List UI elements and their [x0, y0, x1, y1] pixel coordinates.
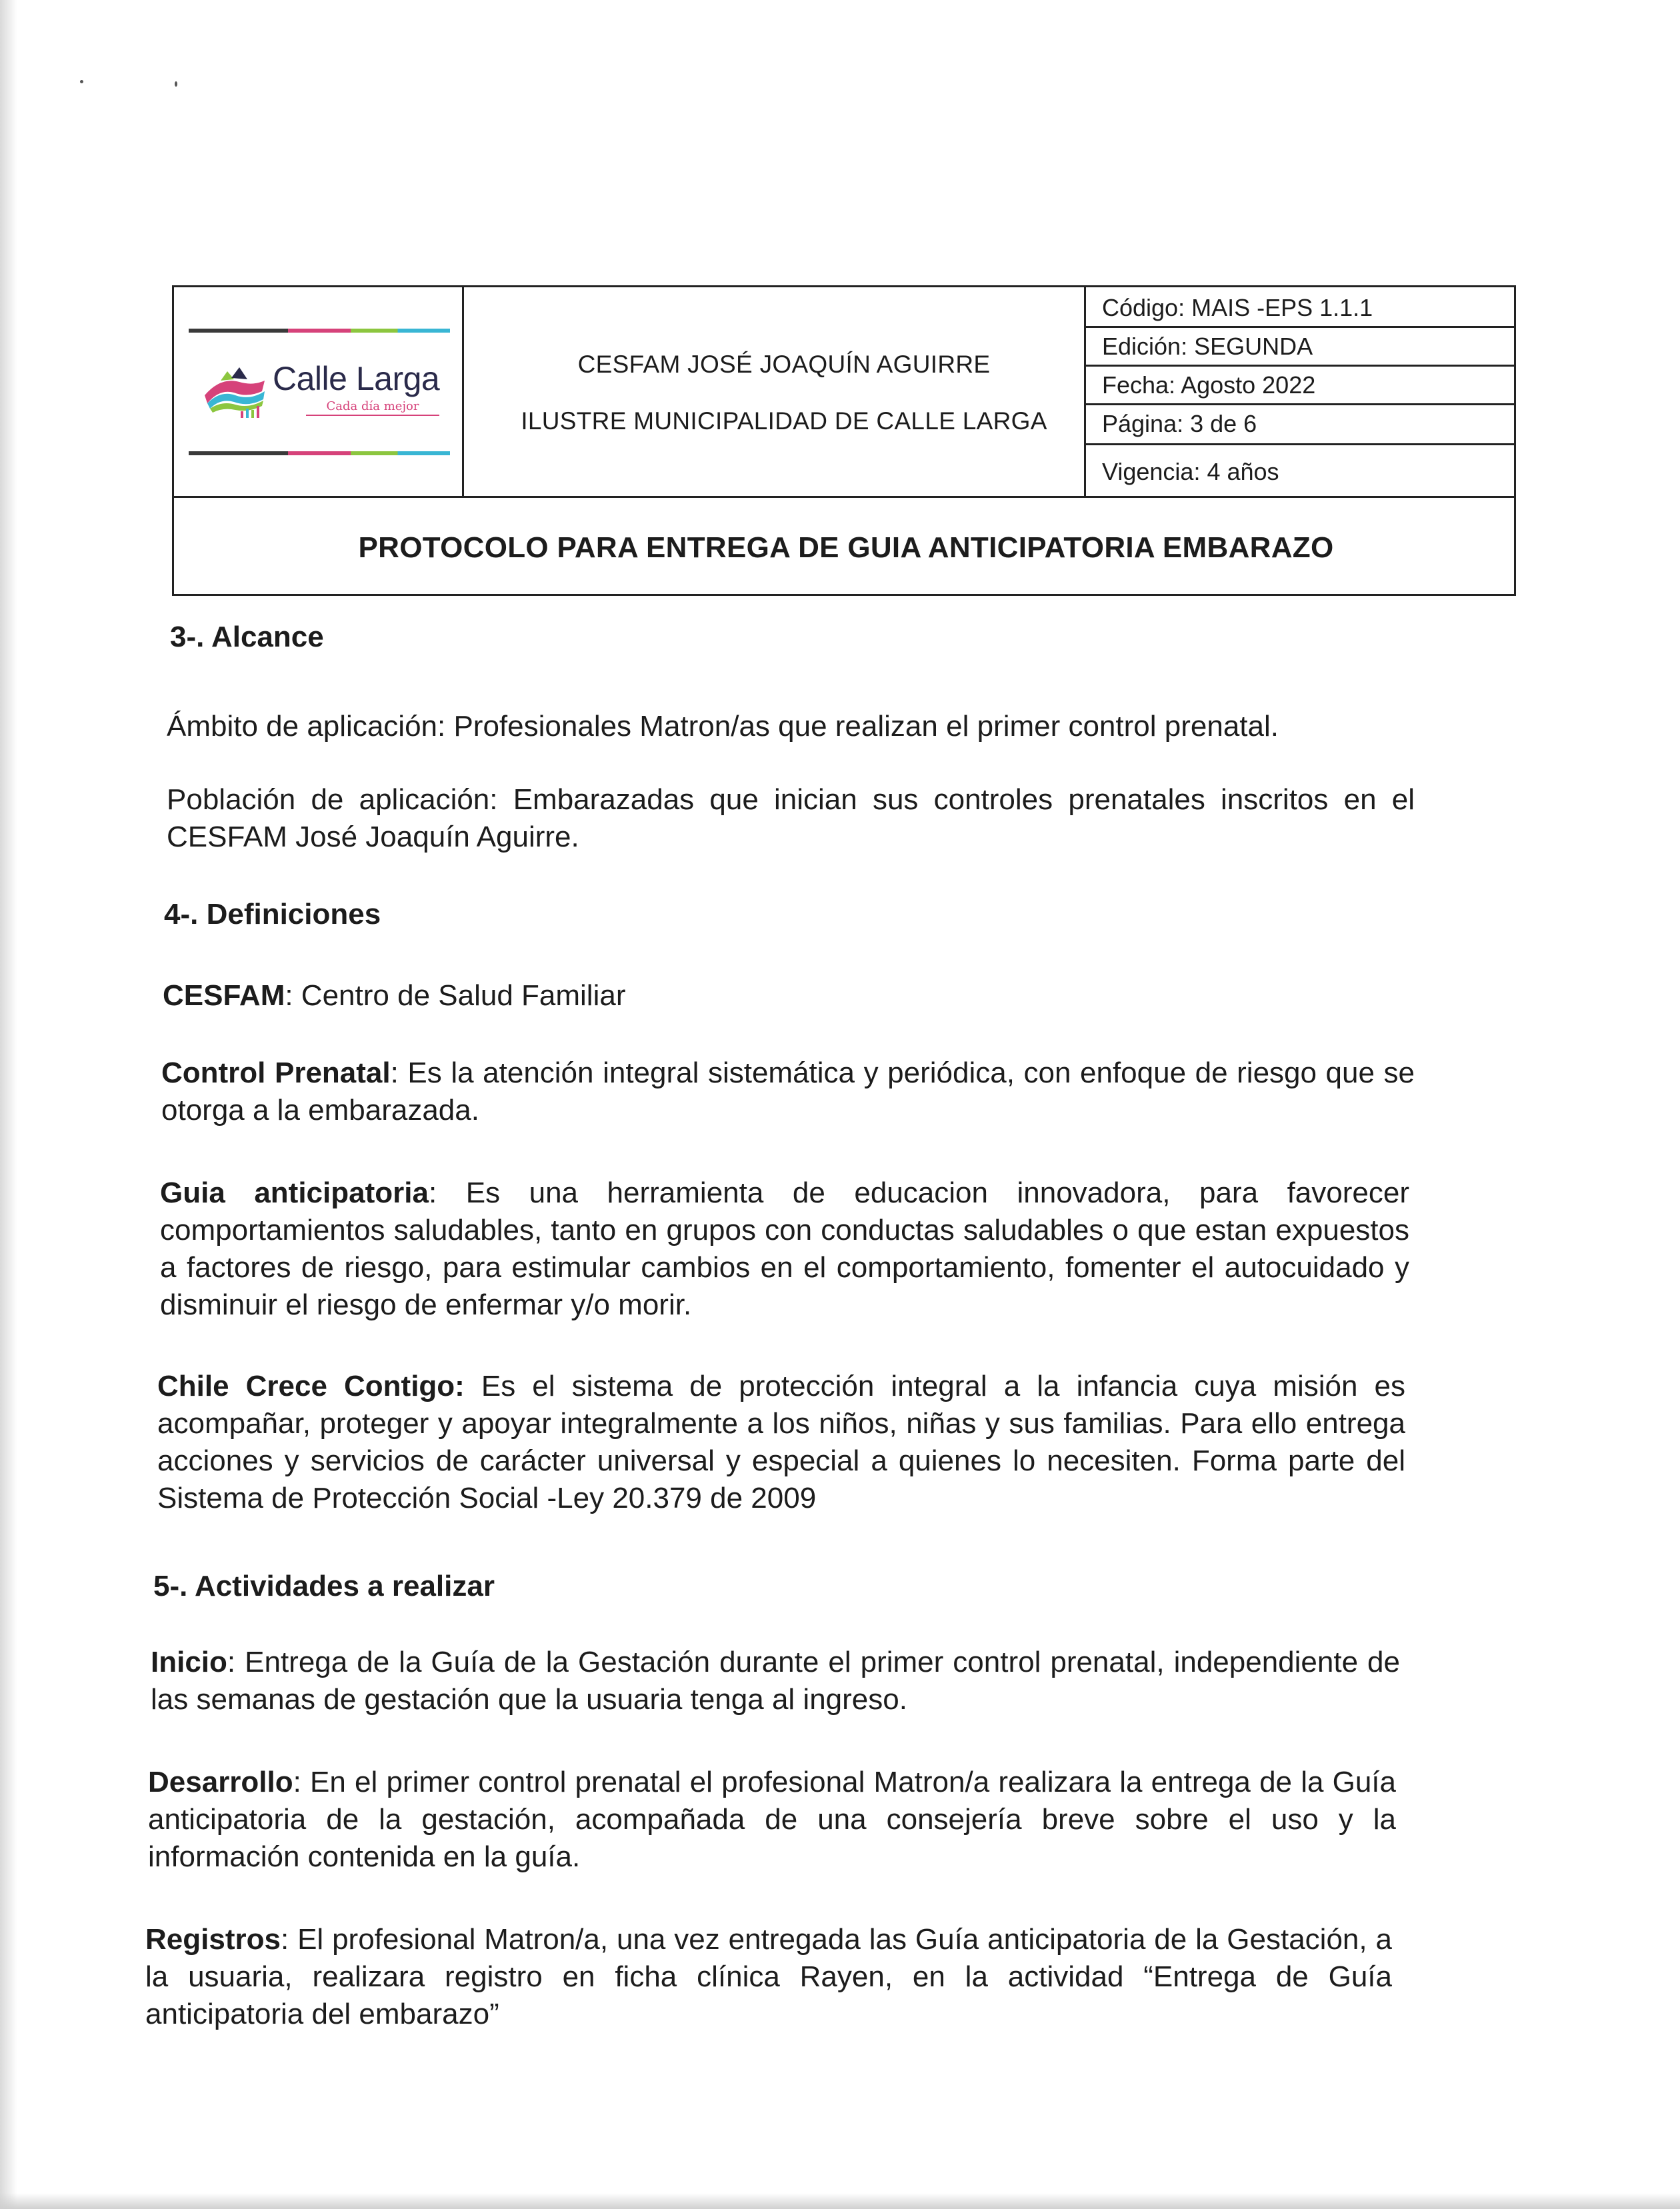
activity-desarrollo	[148, 1764, 1396, 1876]
activity-text: : El profesional Matron/a, una vez entregada las Guía anticipatoria de la Gestación, a la usuaria, realizara registro en ficha clínica Rayen, en la actividad “Entrega de Guía anticipatoria del embarazo”	[145, 1923, 1392, 2030]
institution-cell	[464, 287, 1104, 498]
section-heading-alcance: 3-. Alcance	[170, 621, 324, 653]
definition-term: Control Prenatal	[161, 1057, 391, 1089]
definition-text: : Es la atención integral sistemática y periódica, con enfoque de riesgo que se otorga a la embarazada.	[161, 1057, 1415, 1126]
definition-term: Guia anticipatoria	[160, 1176, 429, 1209]
logo-tagline: Cada día mejor	[306, 399, 439, 416]
definition-guia-anticipatoria	[160, 1174, 1409, 1324]
definition-cesfam	[163, 977, 1416, 1015]
document-header-table	[172, 285, 1516, 596]
definition-text: : Es una herramienta de educacion innovadora, para favorecer comportamientos saludables, tanto en grupos con conductas saludables o que estan expuestos a factores de riesgo, para estimular cambios en el comportamiento, fomenter el autocuidado y disminuir el riesgo de enfermar y/o morir.	[160, 1176, 1409, 1321]
logo-color-bar	[189, 329, 450, 333]
calle-larga-logo-icon	[201, 362, 274, 418]
definition-control-prenatal	[161, 1055, 1415, 1129]
definition-term: CESFAM	[163, 979, 285, 1012]
meta-fecha: Fecha: Agosto 2022	[1102, 371, 1316, 399]
activity-term: Desarrollo	[148, 1766, 293, 1798]
scan-edge-shadow	[0, 0, 17, 2209]
scan-speck	[80, 80, 83, 83]
activity-term: Registros	[145, 1923, 281, 1956]
scan-bottom-shadow	[0, 2193, 1680, 2209]
meta-edicion: Edición: SEGUNDA	[1102, 333, 1313, 360]
section-heading-definiciones: 4-. Definiciones	[164, 898, 381, 931]
document-meta-cell	[1086, 287, 1518, 498]
logo-color-bar	[189, 451, 450, 455]
activity-inicio	[151, 1644, 1400, 1718]
institution-name: CESFAM JOSÉ JOAQUÍN AGUIRRE	[577, 351, 991, 378]
definition-text: : Centro de Salud Familiar	[285, 979, 626, 1012]
activity-text: : En el primer control prenatal el profesional Matron/a realizara la entrega de la Guía anticipatoria de la gestación, acompañada de una consejería breve sobre el uso y la información contenida en la guía.	[148, 1766, 1396, 1873]
definition-chile-crece-contigo	[157, 1368, 1405, 1517]
paragraph-poblacion: Población de aplicación: Embarazadas que inician sus controles prenatales inscritos en el CESFAM José Joaquín Aguirre.	[167, 783, 1415, 853]
scan-speck	[175, 81, 177, 87]
document-title: PROTOCOLO PARA ENTREGA DE GUIA ANTICIPATORIA EMBARAZO	[358, 531, 1334, 564]
definition-term: Chile Crece Contigo:	[157, 1370, 465, 1402]
section-heading-actividades: 5-. Actividades a realizar	[153, 1570, 495, 1602]
logo-cell	[174, 287, 464, 498]
definition-text: Es el sistema de protección integral a la infancia cuya misión es acompañar, proteger y apoyar integralmente a los niños, niñas y sus familias. Para ello entrega acciones y servicios de carácter universal y especial a quienes lo necesiten. Forma parte del Sistema de Protección Social -Ley 20.379 de 2009	[157, 1370, 1405, 1514]
activity-registros	[145, 1921, 1392, 2033]
paragraph-ambito: Ámbito de aplicación: Profesionales Matron/as que realizan el primer control prenatal.	[167, 710, 1279, 743]
logo-name: Calle Larga	[273, 360, 440, 397]
meta-codigo: Código: MAIS -EPS 1.1.1	[1102, 294, 1373, 321]
meta-vigencia: Vigencia: 4 años	[1102, 458, 1279, 485]
activity-text: : Entrega de la Guía de la Gestación durante el primer control prenatal, independiente de las semanas de gestación que la usuaria tenga al ingreso.	[151, 1646, 1400, 1716]
activity-term: Inicio	[151, 1646, 227, 1678]
meta-pagina: Página: 3 de 6	[1102, 410, 1257, 437]
municipality-name: ILUSTRE MUNICIPALIDAD DE CALLE LARGA	[521, 407, 1047, 435]
